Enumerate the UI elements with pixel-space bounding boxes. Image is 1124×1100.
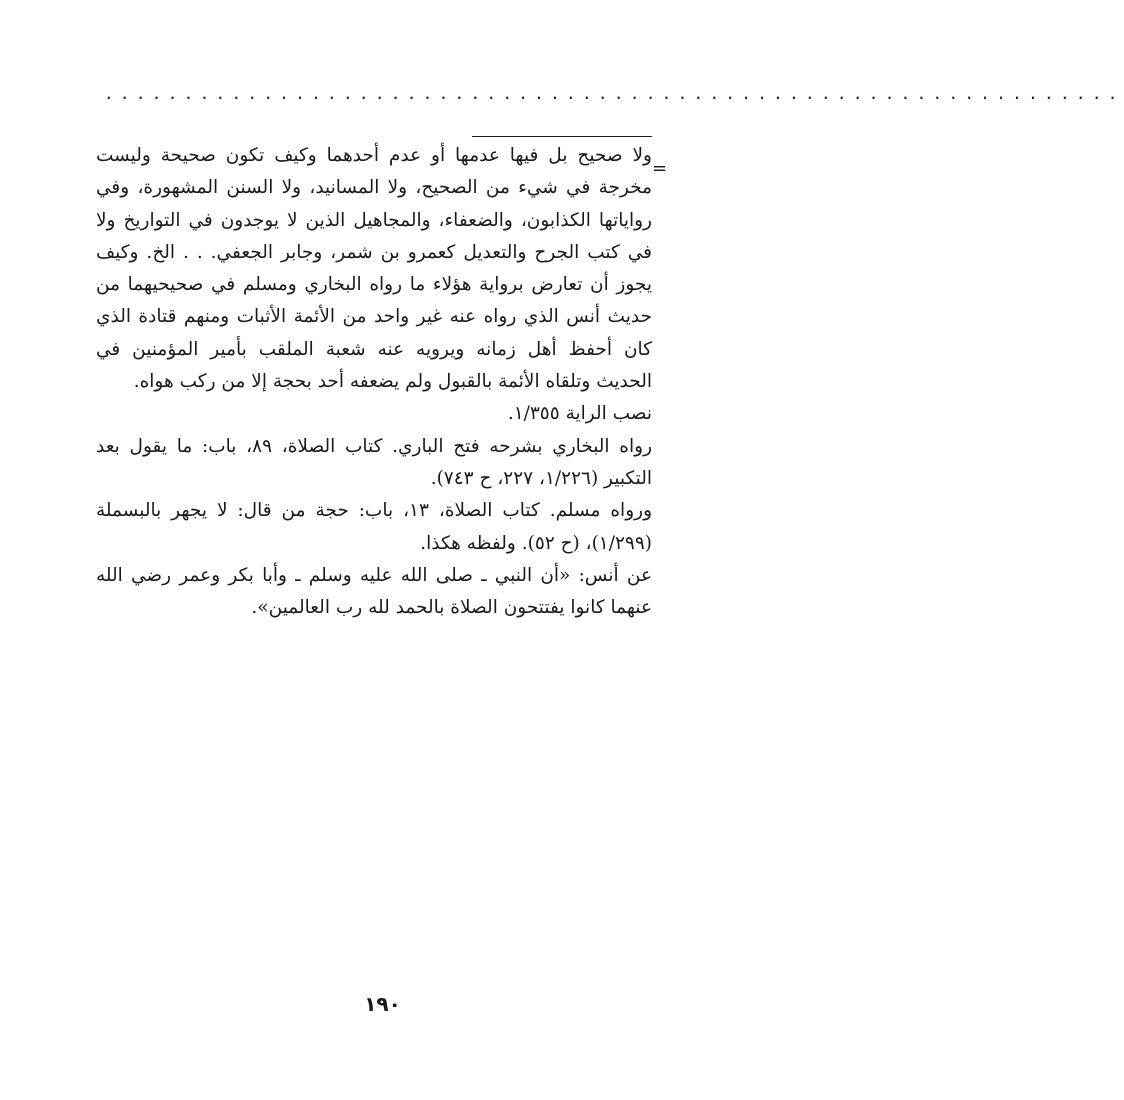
footnote-paragraph-4: ورواه مسلم. كتاب الصلاة، ١٣، باب: حجة من قال: لا يجهر بالبسملة (١/٢٩٩)، (ح ٥٢). ولفظه هكذا. <box>96 500 653 554</box>
page-number: ١٩٠ <box>364 992 401 1016</box>
footnote-paragraph-1: ولا صحيح بل فيها عدمها أو عدم أحدهما وكيف تكون صحيحة وليست مخرجة في شيء من الصحيح، ولا المسانيد، ولا السنن المشهورة، وفي رواياتها الكذابون، والضعفاء، والمجاهيل الذين لا يوجدون في التواريخ ولا في كتب الجرح والتعديل كعمرو بن شمر، وجابر الجعفي. . . الخ. وكيف يجوز أن تعارض برواية هؤلاء ما رواه البخاري ومسلم في صحيحيهما من حديث أنس الذي رواه عنه غير واحد من الأئمة الأثبات ومنهم قتادة الذي كان أحفظ أهل زمانه ويرويه عنه شعبة الملقب بأمير المؤمنين في الحديث وتلقاه الأئمة بالقبول ولم يضعفه أحد بحجة إلا من ركب هواه. <box>96 145 652 393</box>
footnote-paragraph-5: عن أنس: «أن النبي ـ صلى الله عليه وسلم ـ وأبا بكر وعمر رضي الله عنهما كانوا يفتتحون الصلاة بالحمد لله رب العالمين». <box>96 564 652 619</box>
footnote-separator-rule <box>472 136 652 137</box>
continuation-mark: = <box>652 158 668 179</box>
header-dotted-line: ................................................................ <box>104 84 1124 103</box>
footnote-paragraph-3: رواه البخاري بشرحه فتح الباري. كتاب الصلاة، ٨٩، باب: ما يقول بعد التكبير (١/٢٢٦، ٢٢٧، ح ٧٤٣). <box>96 435 653 489</box>
footnote-paragraph-2: نصب الراية ١/٣٥٥. <box>507 403 652 425</box>
footnote-text-block <box>96 140 652 624</box>
